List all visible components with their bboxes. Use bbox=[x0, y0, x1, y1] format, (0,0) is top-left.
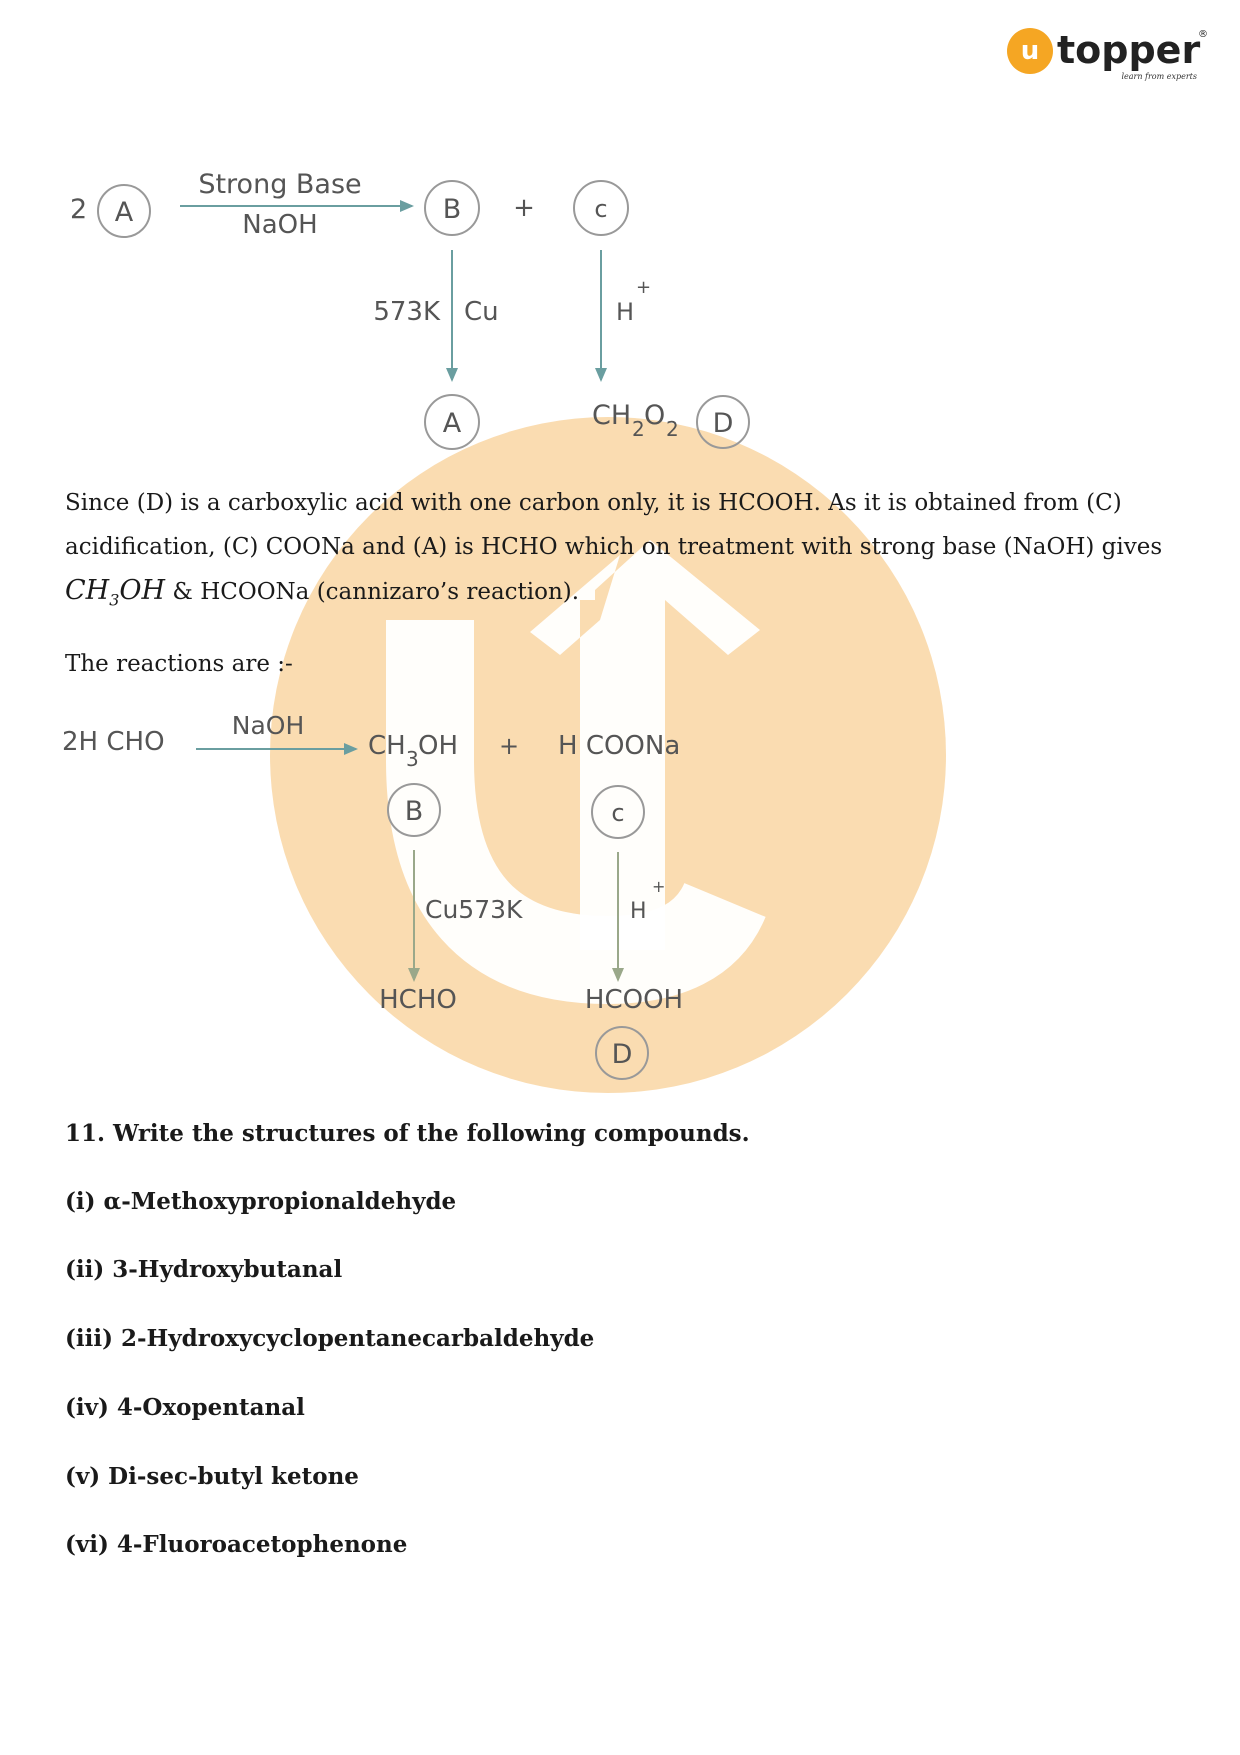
d2-prod1-ch: CH bbox=[368, 731, 406, 761]
para-line-2: acidification, (C) COONa and (A) is HCHO which on treatment with strong base (NaOH) gives bbox=[65, 534, 1163, 560]
question-item-6: (vi) 4-Fluoroacetophenone bbox=[65, 1531, 408, 1558]
d1-product-o: O bbox=[644, 400, 666, 431]
d1-label-d: D bbox=[712, 408, 734, 439]
d2-reagent: NaOH bbox=[231, 711, 305, 740]
d1-coefficient: 2 bbox=[70, 194, 88, 225]
topper-logo bbox=[1005, 25, 1208, 85]
d2-prod2: H COONa bbox=[558, 731, 681, 761]
diagram-2 bbox=[62, 711, 683, 1079]
d1-cond-cat: Cu bbox=[464, 297, 499, 327]
d1-product-sub1: 2 bbox=[632, 417, 645, 441]
logo-letter: u bbox=[1020, 36, 1040, 66]
d2-prod1-sub: 3 bbox=[406, 747, 419, 771]
d2-final2: HCOOH bbox=[584, 985, 684, 1015]
logo-wordmark: topper bbox=[1057, 28, 1201, 72]
question-item-3: (iii) 2-Hydroxycyclopentanecarbaldehyde bbox=[65, 1325, 595, 1352]
logo-tagline: learn from experts bbox=[1121, 72, 1197, 81]
d1-acid-charge: + bbox=[636, 277, 652, 298]
explanation-paragraph bbox=[65, 481, 1175, 622]
ch3oh-formula: $CH_3OH$ bbox=[65, 575, 166, 610]
reactions-intro: The reactions are :- bbox=[65, 651, 293, 677]
d1-acid-h: H bbox=[616, 298, 635, 326]
d2-label-c: c bbox=[611, 799, 625, 827]
question-heading: 11. Write the structures of the following compounds. bbox=[65, 1120, 750, 1147]
d1-plus: + bbox=[513, 193, 535, 223]
question-item-4: (iv) 4-Oxopentanal bbox=[65, 1394, 305, 1421]
d1-label-b: B bbox=[442, 194, 462, 225]
d1-label-a: A bbox=[114, 197, 134, 228]
question-item-2: (ii) 3-Hydroxybutanal bbox=[65, 1256, 343, 1283]
d2-reactant: 2H CHO bbox=[62, 727, 165, 757]
d1-arrow-bottom-label: NaOH bbox=[242, 210, 318, 240]
d2-acid-h: H bbox=[630, 899, 647, 924]
d2-cond: Cu573K bbox=[425, 895, 523, 924]
d1-label-c: c bbox=[594, 195, 608, 223]
logo-registered: ® bbox=[1198, 29, 1208, 40]
d2-label-d: D bbox=[611, 1039, 633, 1070]
d1-product-ch: CH bbox=[592, 400, 632, 431]
para-line-1: Since (D) is a carboxylic acid with one carbon only, it is HCOOH. As it is obtained from (C) bbox=[65, 490, 1122, 516]
diagram-1 bbox=[70, 169, 749, 449]
question-item-1: (i) α-Methoxypropionaldehyde bbox=[65, 1188, 457, 1215]
d1-label-a2: A bbox=[442, 408, 462, 439]
d1-cond-temp: 573K bbox=[373, 297, 440, 327]
question-item-5: (v) Di-sec-butyl ketone bbox=[65, 1463, 359, 1490]
d1-product-sub2: 2 bbox=[666, 417, 679, 441]
d2-label-b: B bbox=[404, 796, 424, 827]
d2-final1: HCHO bbox=[379, 985, 457, 1015]
para-line-3-tail: & HCOONa (cannizaro’s reaction). bbox=[165, 579, 580, 605]
d2-prod1-oh: OH bbox=[418, 731, 459, 761]
d2-plus: + bbox=[498, 732, 520, 760]
d1-arrow-top-label: Strong Base bbox=[198, 169, 362, 200]
d2-acid-charge: + bbox=[652, 877, 666, 896]
